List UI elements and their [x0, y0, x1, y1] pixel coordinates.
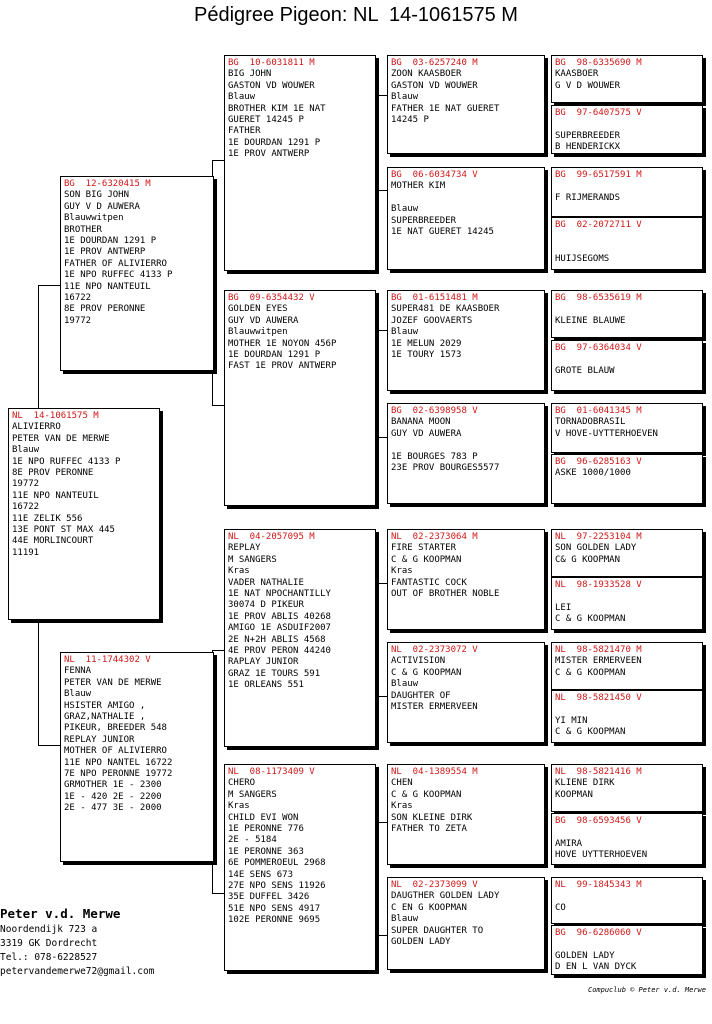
card-line: TORNADOBRASIL: [555, 417, 626, 428]
card-line: MOTHER OF ALIVIERRO: [64, 746, 167, 757]
card-line: 1E PROV ANTWERP: [228, 149, 310, 160]
card-line: 14E SENS 673: [228, 869, 294, 880]
card-line: DAUGHTER OF: [391, 690, 451, 701]
ring-number: BG 10-6031811 M: [228, 58, 315, 68]
card-line: MISTER ERMERVEEN: [391, 702, 478, 713]
dam-card: [60, 652, 214, 862]
card-line: 1E PROV ABLIS 40268: [228, 611, 331, 622]
card-line: BANANA MOON: [391, 417, 451, 428]
grandparent-card: [224, 764, 376, 971]
card-line: [555, 591, 699, 602]
card-line: 1E BOURGES 783 P: [391, 451, 478, 462]
great-grandparent-card: [387, 764, 545, 865]
card-line: 51E NPO SENS 4917: [228, 903, 321, 914]
card-line: [555, 891, 699, 902]
card-line: Kras: [228, 801, 250, 812]
ancestor-card: [551, 217, 703, 270]
card-line: DAUGTHER GOLDEN LADY: [391, 891, 500, 902]
card-line: D EN L VAN DYCK: [555, 962, 637, 973]
ancestor-card: [551, 55, 703, 103]
card-line: C & G KOOPMAN: [555, 667, 626, 678]
great-grandparent-card: [387, 642, 545, 743]
card-line: [391, 440, 541, 451]
ring-number: NL 04-1389554 M: [391, 767, 478, 777]
card-line: C& G KOOPMAN: [555, 554, 621, 565]
card-line: 11E NPO NANTEUIL: [64, 281, 151, 292]
connector-line: [38, 617, 39, 745]
ancestor-card: [551, 290, 703, 338]
card-line: FATHER: [228, 126, 261, 137]
card-line: CHERO: [228, 778, 256, 789]
card-line: FATHER OF ALIVIERRO: [64, 258, 167, 269]
ring-number: BG 12-6320415 M: [64, 179, 151, 189]
card-line: KOOPMAN: [555, 789, 593, 800]
card-line: 2E N+2H ABLIS 4568: [228, 634, 326, 645]
card-line: REPLAY: [228, 543, 261, 554]
card-line: GROTE BLAUW: [555, 365, 615, 376]
card-line: GRMOTHER 1E - 2300: [64, 780, 162, 791]
owner-contact: [0, 905, 154, 979]
ring-number: BG 97-6407575 V: [555, 108, 642, 118]
ring-number: NL 98-5821416 M: [555, 767, 642, 777]
card-line: 1E PERONNE 776: [228, 824, 304, 835]
card-line: ASKE 1000/1000: [555, 468, 631, 479]
card-line: C & G KOOPMAN: [391, 554, 462, 565]
card-line: AMIRA: [555, 838, 583, 849]
ring-number: BG 99-6517591 M: [555, 170, 642, 180]
card-line: OUT OF BROTHER NOBLE: [391, 589, 500, 600]
card-line: ZOON KAASBOER: [391, 69, 462, 80]
card-line: 8E PROV PERONNE: [12, 468, 94, 479]
card-line: SON GOLDEN LADY: [555, 543, 637, 554]
card-line: FIRE STARTER: [391, 543, 457, 554]
owner-phone: Tel.: 078-6228527: [0, 952, 98, 963]
card-line: HOVE UYTTERHOEVEN: [555, 850, 648, 861]
card-line: SUPER481 DE KAASBOER: [391, 304, 500, 315]
ring-number: NL 02-2373099 V: [391, 880, 478, 890]
ring-number: BG 09-6354432 V: [228, 293, 315, 303]
card-line: 4E PROV PERON 44240: [228, 646, 331, 657]
card-line: REPLAY JUNIOR: [64, 734, 135, 745]
card-line: B HENDERICKX: [555, 142, 621, 153]
ring-number: NL 02-2373064 M: [391, 532, 478, 542]
card-line: 11E NPO NANTEL 16722: [64, 757, 173, 768]
card-line: BROTHER: [64, 224, 102, 235]
card-line: SUPERBREEDER: [391, 215, 457, 226]
card-line: GOLDEN EYES: [228, 304, 288, 315]
grandparent-card: [224, 290, 376, 506]
card-line: 7E NPO PERONNE 19772: [64, 769, 173, 780]
card-line: FATHER 1E NAT GUERET: [391, 103, 500, 114]
ring-number: BG 98-6335690 M: [555, 58, 642, 68]
card-line: JOZEF GOOVAERTS: [391, 315, 473, 326]
owner-address: Noordendijk 723 a: [0, 924, 98, 935]
card-line: C & G KOOPMAN: [555, 727, 626, 738]
card-line: 1E DOURDAN 1291 P: [228, 350, 321, 361]
owner-city: 3319 GK Dordrecht: [0, 938, 98, 949]
card-line: 1E DOURDAN 1291 P: [64, 236, 157, 247]
card-line: HUIJSEGOMS: [555, 254, 610, 265]
sire-card: [60, 176, 214, 371]
card-line: [555, 827, 699, 838]
ring-number: BG 02-2072711 V: [555, 220, 642, 230]
card-line: RAPLAY JUNIOR: [228, 657, 299, 668]
card-line: Blauw: [391, 914, 419, 925]
card-line: [391, 193, 541, 204]
ring-number: NL 11-1744302 V: [64, 655, 151, 665]
ring-number: BG 96-6285163 V: [555, 457, 642, 467]
card-line: 16722: [12, 502, 40, 513]
card-line: 1E - 420 2E - 2200: [64, 791, 162, 802]
card-line: 23E PROV BOURGES5577: [391, 463, 500, 474]
ring-number: BG 01-6151481 M: [391, 293, 478, 303]
card-line: 16722: [64, 293, 92, 304]
great-grandparent-card: [387, 290, 545, 391]
card-line: GASTON VD WOUWER: [228, 80, 315, 91]
ancestor-card: [551, 403, 703, 453]
card-line: 14245 P: [391, 115, 429, 126]
connector-line: [377, 822, 378, 935]
card-line: GRAZ,NATHALIE ,: [64, 712, 146, 723]
owner-email[interactable]: petervandemerwe72@gmail.com: [0, 966, 155, 977]
grandparent-card: [224, 529, 376, 747]
card-line: SUPERBREEDER: [555, 130, 621, 141]
ancestor-card: [551, 340, 703, 391]
card-line: Blauw: [228, 92, 256, 103]
card-line: 8E PROV PERONNE: [64, 304, 146, 315]
ancestor-card: [551, 105, 703, 154]
card-line: VADER NATHALIE: [228, 577, 304, 588]
grandparent-card: [224, 55, 376, 271]
card-line: M SANGERS: [228, 789, 277, 800]
card-line: 44E MORLINCOURT: [12, 536, 94, 547]
connector-line: [377, 330, 378, 437]
ring-number: NL 04-2057095 M: [228, 532, 315, 542]
great-grandparent-card: [387, 529, 545, 630]
ring-number: BG 01-6041345 M: [555, 406, 642, 416]
card-line: ALIVIERRO: [12, 422, 61, 433]
ring-number: NL 98-1933528 V: [555, 580, 642, 590]
card-line: GUERET 14245 P: [228, 115, 304, 126]
ring-number: BG 02-6398958 V: [391, 406, 478, 416]
ring-number: BG 06-6034734 V: [391, 170, 478, 180]
card-line: PETER VAN DE MERWE: [12, 433, 110, 444]
ancestor-card: [551, 642, 703, 690]
card-line: GRAZ 1E TOURS 591: [228, 668, 321, 679]
ring-number: NL 97-2253104 M: [555, 532, 642, 542]
card-line: 11E NPO NANTEUIL: [12, 490, 99, 501]
card-line: 102E PERONNE 9695: [228, 915, 321, 926]
card-line: [555, 354, 699, 365]
card-line: 30074 D PIKEUR: [228, 600, 304, 611]
card-line: GUY VD AUWERA: [391, 428, 462, 439]
card-line: C & G KOOPMAN: [555, 614, 626, 625]
card-line: KLIENE DIRK: [555, 778, 615, 789]
card-line: 19772: [64, 315, 92, 326]
card-line: C EN G KOOPMAN: [391, 902, 467, 913]
ancestor-card: [551, 925, 703, 975]
card-line: C & G KOOPMAN: [391, 789, 462, 800]
card-line: [555, 181, 699, 192]
card-line: AMIGO 1E ASDUIF2007: [228, 623, 331, 634]
card-line: FATHER TO ZETA: [391, 824, 467, 835]
card-line: 27E NPO SENS 11926: [228, 881, 326, 892]
card-line: MOTHER KIM: [391, 181, 446, 192]
card-line: Blauw: [391, 204, 419, 215]
card-line: 1E NAT GUERET 14245: [391, 227, 494, 238]
card-line: 6E POMMEROEUL 2968: [228, 858, 326, 869]
card-line: SON BIG JOHN: [64, 190, 130, 201]
card-line: 11E ZELIK 556: [12, 513, 83, 524]
card-line: 1E NPO RUFFEC 4133 P: [12, 456, 121, 467]
card-line: GUY V D AUWERA: [64, 201, 140, 212]
card-line: F RIJMERANDS: [555, 192, 621, 203]
ancestor-card: [551, 167, 703, 217]
card-line: BIG JOHN: [228, 69, 272, 80]
ring-number: BG 03-6257240 M: [391, 58, 478, 68]
card-line: Blauwwitpen: [64, 213, 124, 224]
card-line: 1E PROV ANTWERP: [64, 247, 146, 258]
card-line: 1E NAT NPOCHANTILLY: [228, 589, 331, 600]
card-line: KLEINE BLAUWE: [555, 315, 626, 326]
card-line: Blauw: [391, 679, 419, 690]
card-line: 1E PERONNE 363: [228, 846, 304, 857]
great-grandparent-card: [387, 403, 545, 504]
card-line: Kras: [391, 801, 413, 812]
card-line: 2E - 5184: [228, 835, 277, 846]
card-line: SON KLEINE DIRK: [391, 812, 473, 823]
card-line: FANTASTIC COCK: [391, 577, 467, 588]
ring-number: NL 98-5821450 V: [555, 693, 642, 703]
card-line: MISTER ERMERVEEN: [555, 656, 642, 667]
ancestor-card: [551, 813, 703, 865]
ring-number: NL 99-1845343 M: [555, 880, 642, 890]
ring-number: NL 14-1061575 M: [12, 411, 99, 421]
connector-line: [38, 285, 62, 286]
copyright-notice: Compuclub © Peter v.d. Merwe: [587, 986, 706, 994]
card-line: Blauw: [391, 92, 419, 103]
card-line: C & G KOOPMAN: [391, 667, 462, 678]
card-line: Kras: [228, 566, 250, 577]
card-line: 13E PONT ST MAX 445: [12, 525, 115, 536]
card-line: YI MIN: [555, 715, 588, 726]
card-line: 11191: [12, 547, 40, 558]
card-line: BROTHER KIM 1E NAT: [228, 103, 326, 114]
card-line: GOLDEN LADY: [391, 937, 451, 948]
card-line: GASTON VD WOUWER: [391, 80, 478, 91]
ring-number: NL 02-2373072 V: [391, 645, 478, 655]
card-line: 2E - 477 3E - 2000: [64, 803, 162, 814]
card-line: GUY VD AUWERA: [228, 315, 299, 326]
card-line: 35E DUFFEL 3426: [228, 892, 310, 903]
ancestor-card: [551, 877, 703, 924]
ring-number: BG 98-6535619 M: [555, 293, 642, 303]
card-line: 1E ORLEANS 551: [228, 680, 304, 691]
card-line: [555, 231, 699, 242]
card-line: CHILD EVI WON: [228, 812, 299, 823]
card-line: SUPER DAUGHTER TO: [391, 925, 484, 936]
card-line: 1E MELUN 2029: [391, 338, 462, 349]
pedigree-subject-card: [8, 408, 160, 620]
card-line: PETER VAN DE MERWE: [64, 677, 162, 688]
ancestor-card: [551, 454, 703, 504]
card-line: Kras: [391, 566, 413, 577]
card-line: GOLDEN LADY: [555, 950, 615, 961]
card-line: [555, 939, 699, 950]
card-line: V HOVE-UYTTERHOEVEN: [555, 428, 658, 439]
great-grandparent-card: [387, 167, 545, 270]
card-line: G V D WOUWER: [555, 80, 621, 91]
connector-line: [377, 583, 378, 696]
ring-number: BG 96-6286060 V: [555, 928, 642, 938]
ancestor-card: [551, 577, 703, 630]
ancestor-card: [551, 690, 703, 743]
card-line: FAST 1E PROV ANTWERP: [228, 361, 337, 372]
connector-line: [377, 95, 378, 190]
connector-line: [38, 745, 62, 746]
ancestor-card: [551, 764, 703, 812]
ring-number: BG 97-6364034 V: [555, 343, 642, 353]
card-line: MOTHER 1E NOYON 456P: [228, 338, 337, 349]
ring-number: NL 08-1173409 V: [228, 767, 315, 777]
card-line: Blauw: [12, 445, 40, 456]
card-line: ACTIVISION: [391, 656, 446, 667]
card-line: Blauw: [64, 689, 92, 700]
great-grandparent-card: [387, 55, 545, 154]
card-line: LEI: [555, 602, 572, 613]
owner-name: Peter v.d. Merwe: [0, 906, 121, 921]
card-line: 1E DOURDAN 1291 P: [228, 137, 321, 148]
ring-number: BG 98-6593456 V: [555, 816, 642, 826]
card-line: PIKEUR, BREEDER 548: [64, 723, 167, 734]
card-line: Blauwwitpen: [228, 327, 288, 338]
page-title: Pédigree Pigeon: NL 14-1061575 M: [194, 4, 518, 26]
ring-number: NL 98-5821470 M: [555, 645, 642, 655]
card-line: 19772: [12, 479, 40, 490]
card-line: CHEN: [391, 778, 413, 789]
card-line: 1E TOURY 1573: [391, 350, 462, 361]
connector-line: [38, 285, 39, 412]
card-line: Blauw: [391, 327, 419, 338]
great-grandparent-card: [387, 877, 545, 970]
card-line: 1E NPO RUFFEC 4133 P: [64, 270, 173, 281]
card-line: CO: [555, 902, 566, 913]
card-line: HSISTER AMIGO ,: [64, 700, 146, 711]
card-line: FENNA: [64, 666, 92, 677]
ancestor-card: [551, 529, 703, 577]
card-line: KAASBOER: [555, 69, 599, 80]
card-line: M SANGERS: [228, 554, 277, 565]
